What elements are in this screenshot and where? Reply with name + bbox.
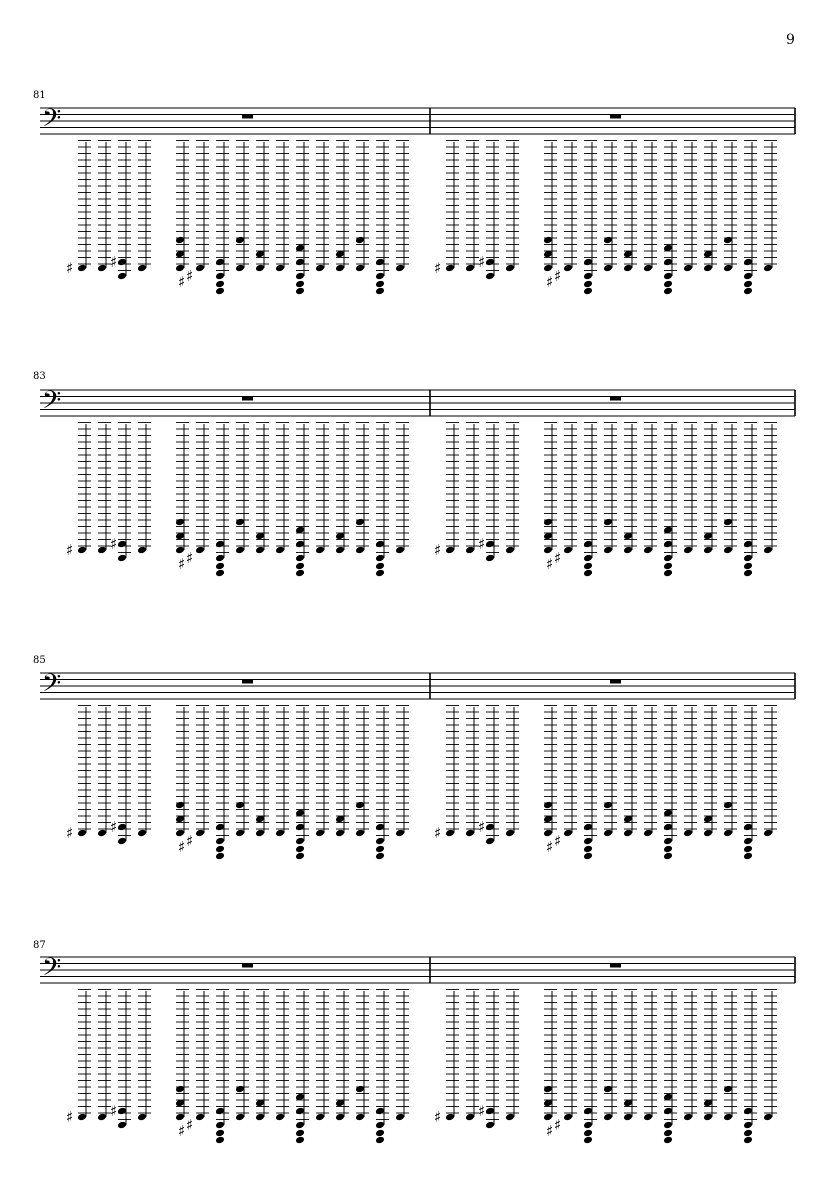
notehead	[295, 845, 305, 854]
notehead	[623, 264, 633, 273]
notehead	[255, 1113, 265, 1122]
notehead	[295, 280, 305, 289]
notehead	[683, 1113, 693, 1122]
notehead	[117, 554, 127, 563]
notehead	[375, 845, 385, 854]
notehead	[683, 546, 693, 555]
notehead	[215, 272, 225, 281]
notehead	[663, 569, 673, 578]
sharp-icon: ♯	[554, 832, 562, 850]
notehead	[315, 829, 325, 838]
notehead	[663, 837, 673, 846]
notehead	[485, 272, 495, 281]
notehead	[175, 518, 185, 527]
notehead	[117, 272, 127, 281]
sharp-icon: ♯	[554, 549, 562, 567]
notehead	[703, 1113, 713, 1122]
notehead	[375, 569, 385, 578]
notehead	[763, 829, 773, 838]
notehead	[97, 264, 107, 273]
notehead	[583, 852, 593, 861]
sharp-icon: ♯	[546, 555, 554, 573]
notehead	[723, 546, 733, 555]
notehead	[175, 1113, 185, 1122]
bass-clef-icon: 𝄢	[42, 386, 62, 421]
notehead	[743, 258, 753, 267]
notehead	[255, 546, 265, 555]
notehead	[543, 829, 553, 838]
notehead	[77, 264, 87, 273]
notehead	[723, 829, 733, 838]
notehead	[375, 287, 385, 296]
sharp-icon: ♯	[186, 832, 194, 850]
notehead	[723, 236, 733, 245]
sharp-icon: ♯	[178, 838, 186, 856]
notehead	[505, 829, 515, 838]
notehead	[543, 264, 553, 273]
sharp-icon: ♯	[178, 1122, 186, 1140]
notehead	[215, 569, 225, 578]
notehead	[235, 546, 245, 555]
notehead	[175, 546, 185, 555]
notehead	[723, 1085, 733, 1094]
notehead	[445, 1113, 455, 1122]
notehead	[465, 264, 475, 273]
notehead	[623, 546, 633, 555]
sharp-icon: ♯	[66, 541, 74, 559]
notehead	[583, 258, 593, 267]
notehead	[743, 554, 753, 563]
sharp-icon: ♯	[186, 267, 194, 285]
whole-rest-icon	[610, 397, 621, 401]
notehead	[485, 1121, 495, 1130]
notehead	[485, 258, 495, 267]
notehead	[603, 264, 613, 273]
notehead	[375, 837, 385, 846]
notehead	[603, 546, 613, 555]
notehead	[703, 546, 713, 555]
notehead	[543, 1113, 553, 1122]
notehead	[603, 801, 613, 810]
notehead	[117, 823, 127, 832]
notehead	[445, 829, 455, 838]
notehead	[543, 801, 553, 810]
notehead	[563, 829, 573, 838]
whole-rest-icon	[242, 680, 253, 684]
notehead	[743, 272, 753, 281]
notehead	[275, 264, 285, 273]
notehead	[663, 280, 673, 289]
sharp-icon: ♯	[478, 1102, 486, 1120]
notehead	[295, 540, 305, 549]
notehead	[215, 1107, 225, 1116]
measure-number-83: 83	[33, 371, 46, 382]
notehead	[583, 837, 593, 846]
notehead	[295, 837, 305, 846]
notehead	[235, 1113, 245, 1122]
notehead	[97, 1113, 107, 1122]
sharp-icon: ♯	[434, 541, 442, 559]
notehead	[295, 852, 305, 861]
notehead	[295, 287, 305, 296]
notehead	[117, 258, 127, 267]
notehead	[355, 264, 365, 273]
notehead	[763, 264, 773, 273]
notehead	[583, 280, 593, 289]
sharp-icon: ♯	[546, 1122, 554, 1140]
whole-rest-icon	[242, 115, 253, 119]
notehead	[583, 540, 593, 549]
notehead	[643, 829, 653, 838]
notehead	[623, 1113, 633, 1122]
notehead	[485, 837, 495, 846]
notehead	[137, 829, 147, 838]
notehead	[375, 540, 385, 549]
notehead	[375, 272, 385, 281]
sharp-icon: ♯	[66, 259, 74, 277]
whole-rest-icon	[610, 964, 621, 968]
notehead	[663, 1107, 673, 1116]
notehead	[235, 518, 245, 527]
notehead	[603, 1085, 613, 1094]
notehead	[97, 546, 107, 555]
notehead	[215, 540, 225, 549]
notehead	[603, 829, 613, 838]
notehead	[175, 236, 185, 245]
notehead	[563, 264, 573, 273]
notehead	[395, 1113, 405, 1122]
notehead	[583, 845, 593, 854]
notehead	[215, 1121, 225, 1130]
sharp-icon: ♯	[186, 549, 194, 567]
notehead	[445, 264, 455, 273]
notehead	[355, 1113, 365, 1122]
notehead	[195, 829, 205, 838]
notehead	[235, 1085, 245, 1094]
sharp-icon: ♯	[66, 824, 74, 842]
sharp-icon: ♯	[110, 253, 118, 271]
notehead	[295, 554, 305, 563]
notehead	[505, 264, 515, 273]
notehead	[663, 1129, 673, 1138]
notehead	[703, 264, 713, 273]
notehead	[255, 264, 265, 273]
notehead	[723, 1113, 733, 1122]
sharp-icon: ♯	[110, 535, 118, 553]
notehead	[215, 1129, 225, 1138]
notehead	[275, 546, 285, 555]
notehead	[663, 845, 673, 854]
notehead	[395, 829, 405, 838]
sharp-icon: ♯	[110, 1102, 118, 1120]
notehead	[743, 287, 753, 296]
notehead	[743, 1107, 753, 1116]
notehead	[255, 829, 265, 838]
notehead	[603, 518, 613, 527]
notehead	[465, 546, 475, 555]
notehead	[215, 823, 225, 832]
notehead	[375, 1136, 385, 1145]
notehead	[195, 1113, 205, 1122]
notehead	[663, 823, 673, 832]
sharp-icon: ♯	[478, 535, 486, 553]
notehead	[355, 546, 365, 555]
bass-clef-icon: 𝄢	[42, 104, 62, 139]
notehead	[465, 1113, 475, 1122]
sharp-icon: ♯	[434, 824, 442, 842]
notehead	[215, 554, 225, 563]
notehead	[137, 264, 147, 273]
sharp-icon: ♯	[478, 253, 486, 271]
notehead	[235, 829, 245, 838]
notehead	[295, 258, 305, 267]
notehead	[663, 1121, 673, 1130]
notehead	[117, 837, 127, 846]
sharp-icon: ♯	[554, 1116, 562, 1134]
sharp-icon: ♯	[546, 273, 554, 291]
notehead	[763, 1113, 773, 1122]
notehead	[315, 264, 325, 273]
notehead	[215, 852, 225, 861]
notehead	[375, 852, 385, 861]
notehead	[643, 546, 653, 555]
notehead	[583, 287, 593, 296]
notehead	[683, 829, 693, 838]
notehead	[235, 236, 245, 245]
notehead	[275, 829, 285, 838]
notehead	[663, 554, 673, 563]
notehead	[583, 554, 593, 563]
notehead	[583, 823, 593, 832]
measure-number-85: 85	[33, 655, 46, 666]
notehead	[295, 1121, 305, 1130]
notehead	[97, 829, 107, 838]
notehead	[295, 569, 305, 578]
notehead	[77, 1113, 87, 1122]
notehead	[395, 264, 405, 273]
notehead	[137, 1113, 147, 1122]
notehead	[315, 1113, 325, 1122]
sharp-icon: ♯	[66, 1108, 74, 1126]
measure-number-87: 87	[33, 940, 46, 951]
notehead	[375, 562, 385, 571]
notehead	[643, 264, 653, 273]
sharp-icon: ♯	[186, 1116, 194, 1134]
notehead	[375, 1121, 385, 1130]
notehead	[663, 562, 673, 571]
notehead	[543, 518, 553, 527]
whole-rest-icon	[610, 680, 621, 684]
notehead	[215, 562, 225, 571]
notehead	[375, 554, 385, 563]
measure-number-81: 81	[33, 90, 46, 101]
notehead	[355, 1085, 365, 1094]
notehead	[603, 1113, 613, 1122]
notehead	[295, 823, 305, 832]
notehead	[375, 258, 385, 267]
notehead	[543, 1085, 553, 1094]
notehead	[335, 1113, 345, 1122]
notehead	[175, 264, 185, 273]
notehead	[663, 1136, 673, 1145]
sharp-icon: ♯	[554, 267, 562, 285]
notehead	[335, 829, 345, 838]
sharp-icon: ♯	[178, 273, 186, 291]
notehead	[295, 1136, 305, 1145]
bass-clef-icon: 𝄢	[42, 669, 62, 704]
notehead	[355, 801, 365, 810]
notehead	[505, 1113, 515, 1122]
notehead	[137, 546, 147, 555]
notehead	[663, 258, 673, 267]
notehead	[295, 272, 305, 281]
notehead	[583, 1121, 593, 1130]
notehead	[703, 829, 713, 838]
notehead	[583, 1107, 593, 1116]
notehead	[195, 264, 205, 273]
notehead	[315, 546, 325, 555]
notehead	[235, 264, 245, 273]
notehead	[215, 280, 225, 289]
notehead	[583, 569, 593, 578]
notehead	[663, 852, 673, 861]
notehead	[563, 1113, 573, 1122]
sharp-icon: ♯	[546, 838, 554, 856]
notehead	[295, 1107, 305, 1116]
notehead	[485, 540, 495, 549]
notehead	[743, 562, 753, 571]
notehead	[117, 1107, 127, 1116]
notehead	[583, 272, 593, 281]
notehead	[743, 837, 753, 846]
notehead	[275, 1113, 285, 1122]
notehead	[395, 546, 405, 555]
notehead	[355, 829, 365, 838]
notehead	[117, 1121, 127, 1130]
notehead	[335, 546, 345, 555]
whole-rest-icon	[242, 397, 253, 401]
notehead	[465, 829, 475, 838]
notehead	[485, 823, 495, 832]
notehead	[763, 546, 773, 555]
notehead	[683, 264, 693, 273]
notehead	[663, 287, 673, 296]
notehead	[723, 264, 733, 273]
notehead	[603, 236, 613, 245]
notehead	[743, 540, 753, 549]
notehead	[175, 801, 185, 810]
notehead	[215, 287, 225, 296]
sharp-icon: ♯	[178, 555, 186, 573]
bass-clef-icon: 𝄢	[42, 953, 62, 988]
notehead	[215, 837, 225, 846]
sharp-icon: ♯	[478, 818, 486, 836]
notehead	[583, 1136, 593, 1145]
notehead	[215, 258, 225, 267]
notehead	[295, 1129, 305, 1138]
sharp-icon: ♯	[434, 259, 442, 277]
notehead	[563, 546, 573, 555]
notehead	[663, 272, 673, 281]
notehead	[235, 801, 245, 810]
notehead	[195, 546, 205, 555]
whole-rest-icon	[242, 964, 253, 968]
notehead	[743, 569, 753, 578]
notehead	[375, 1129, 385, 1138]
notehead	[175, 1085, 185, 1094]
notehead	[355, 518, 365, 527]
notehead	[583, 1129, 593, 1138]
notehead	[743, 1136, 753, 1145]
notehead	[743, 823, 753, 832]
whole-rest-icon	[610, 115, 621, 119]
notehead	[375, 1107, 385, 1116]
notehead	[743, 280, 753, 289]
notehead	[663, 540, 673, 549]
notehead	[485, 554, 495, 563]
notehead	[215, 845, 225, 854]
notehead	[77, 829, 87, 838]
notehead	[543, 236, 553, 245]
page-number: 9	[786, 32, 795, 48]
notehead	[583, 562, 593, 571]
notehead	[743, 1121, 753, 1130]
notehead	[723, 801, 733, 810]
sharp-icon: ♯	[434, 1108, 442, 1126]
notehead	[743, 845, 753, 854]
notehead	[445, 546, 455, 555]
notehead	[723, 518, 733, 527]
notehead	[375, 280, 385, 289]
notehead	[743, 1129, 753, 1138]
notehead	[623, 829, 633, 838]
notehead	[505, 546, 515, 555]
notehead	[375, 823, 385, 832]
sharp-icon: ♯	[110, 818, 118, 836]
notehead	[175, 829, 185, 838]
notehead	[215, 1136, 225, 1145]
notehead	[743, 852, 753, 861]
notehead	[355, 236, 365, 245]
notehead	[117, 540, 127, 549]
notehead	[485, 1107, 495, 1116]
notehead	[543, 546, 553, 555]
notehead	[643, 1113, 653, 1122]
notehead	[335, 264, 345, 273]
notehead	[295, 562, 305, 571]
notehead	[77, 546, 87, 555]
